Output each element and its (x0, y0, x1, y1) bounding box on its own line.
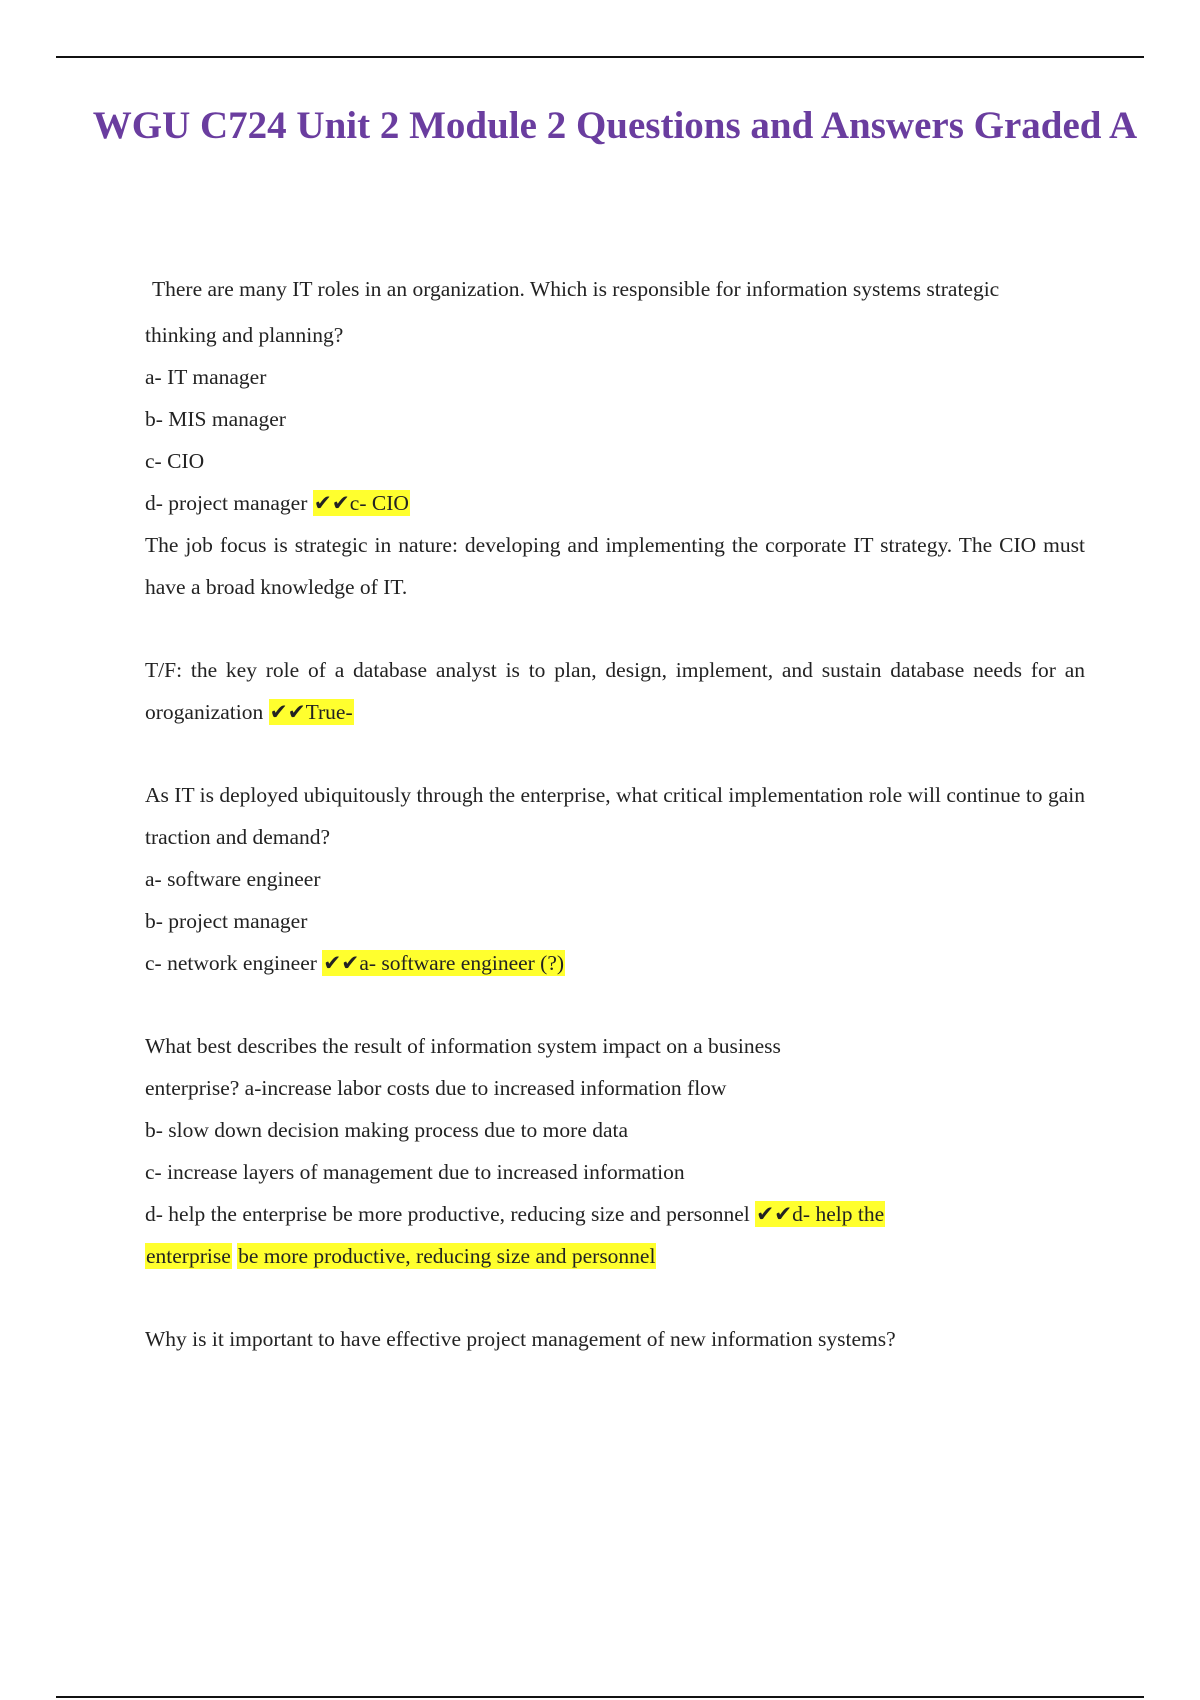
option-c-with-answer (145, 942, 1085, 984)
question-2 (145, 649, 1085, 733)
answer-highlight: ✔✔True- (269, 700, 353, 724)
top-rule (56, 56, 1144, 58)
question-stem-line2: enterprise? a-increase labor costs due to increased information flow (145, 1076, 727, 1100)
answer-continuation (145, 1235, 1085, 1277)
answer-highlight: ✔✔c- CIO (313, 491, 409, 515)
document-body (145, 278, 1085, 1360)
option-c: c- CIO (145, 449, 205, 473)
answer-highlight: be more productive, reducing size and personnel (238, 1244, 656, 1268)
option-a: a- software engineer (145, 867, 321, 891)
option-a: a- IT manager (145, 365, 267, 389)
question-4 (145, 1025, 1085, 1277)
answer-highlight: ✔✔d- help the (756, 1202, 885, 1226)
option-d: d- help the enterprise be more productive, reducing size and personnel (145, 1202, 756, 1226)
option-d-with-answer (145, 1193, 1085, 1235)
option-b: b- MIS manager (145, 407, 286, 431)
question-5: Why is it important to have effective project management of new information systems? (145, 1327, 896, 1351)
page-title: WGU C724 Unit 2 Module 2 Questions and Answers Graded A (92, 104, 1138, 147)
answer-highlight: ✔✔a- software engineer (?) (323, 951, 565, 975)
question-stem: T/F: the key role of a database analyst is to plan, design, implement, and sustain database needs for an oroganization (145, 658, 1085, 724)
question-stem: As IT is deployed ubiquitously through the enterprise, what critical implementation role will continue to gain traction and demand? (145, 783, 1085, 849)
question-3 (145, 774, 1085, 984)
option-c: c- increase layers of management due to increased information (145, 1160, 685, 1184)
option-d-with-answer (145, 482, 1085, 524)
question-stem-line1: There are many IT roles in an organization. Which is responsible for information systems strategic (152, 277, 1000, 301)
option-b: b- project manager (145, 909, 308, 933)
bottom-rule (56, 1696, 1144, 1698)
option-d: d- project manager (145, 491, 313, 515)
option-c: c- network engineer (145, 951, 323, 975)
question-stem-line1: What best describes the result of information system impact on a business (145, 1034, 781, 1058)
question-stem-line2: thinking and planning? (145, 323, 344, 347)
question-1 (145, 278, 1085, 608)
spacer (145, 984, 1085, 1025)
spacer (145, 608, 1085, 649)
spacer (145, 1277, 1085, 1318)
answer-highlight: enterprise (146, 1244, 231, 1268)
explanation: The job focus is strategic in nature: developing and implementing the corporate IT strategy. The CIO must have a broad knowledge of IT. (145, 533, 1085, 599)
option-b: b- slow down decision making process due to more data (145, 1118, 629, 1142)
spacer (145, 733, 1085, 774)
